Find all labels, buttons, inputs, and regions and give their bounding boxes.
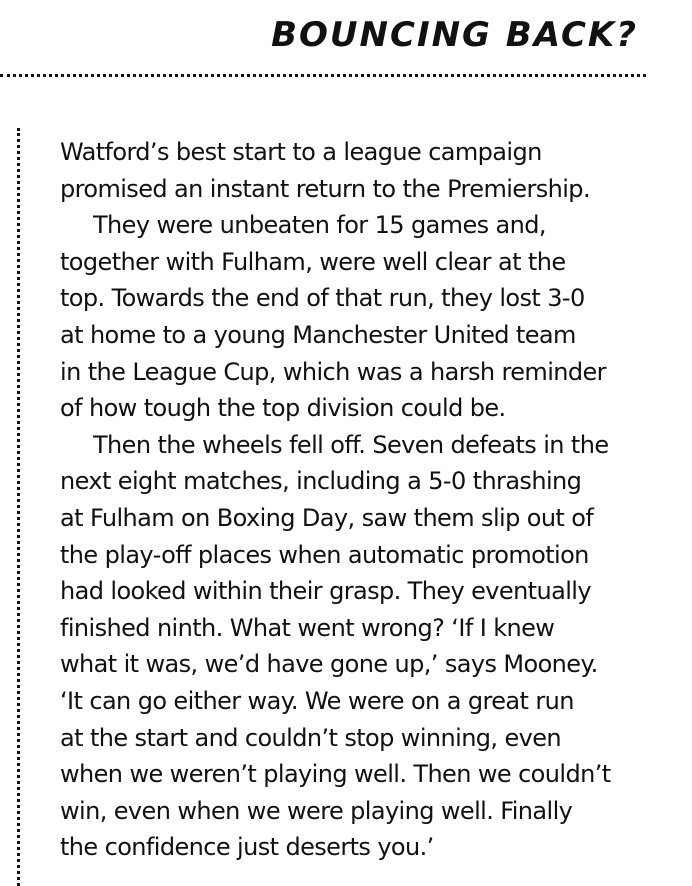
text-line: top. Towards the end of that run, they lost 3-0 bbox=[60, 284, 585, 313]
text-line: next eight matches, including a 5-0 thrashing bbox=[60, 467, 582, 496]
text-line: what it was, we’d have gone up,’ says Mooney. bbox=[60, 650, 598, 679]
text-line: at Fulham on Boxing Day, saw them slip out of bbox=[60, 503, 594, 532]
dotted-divider-horizontal bbox=[0, 74, 646, 77]
text-line: promised an instant return to the Premiership. bbox=[60, 174, 590, 203]
article-body bbox=[60, 134, 660, 866]
text-line: the play-off places when automatic promotion bbox=[60, 540, 589, 569]
text-line: at the start and couldn’t stop winning, even bbox=[60, 723, 562, 752]
text-line: of how tough the top division could be. bbox=[60, 394, 506, 423]
text-line: together with Fulham, were well clear at the bbox=[60, 247, 566, 276]
dotted-divider-vertical bbox=[17, 128, 20, 886]
text-line: in the League Cup, which was a harsh reminder bbox=[60, 357, 606, 386]
headline: BOUNCING BACK? bbox=[271, 15, 638, 55]
paragraph-start-line: Then the wheels fell off. Seven defeats in the bbox=[93, 430, 609, 459]
paragraph-start-line: They were unbeaten for 15 games and, bbox=[93, 211, 546, 240]
text-line: ‘It can go either way. We were on a great run bbox=[60, 686, 574, 715]
text-line: when we weren’t playing well. Then we couldn’t bbox=[60, 760, 611, 789]
text-line: Watford’s best start to a league campaign bbox=[60, 138, 542, 166]
text-line: at home to a young Manchester United team bbox=[60, 320, 576, 349]
text-line: had looked within their grasp. They eventually bbox=[60, 577, 591, 606]
text-line: win, even when we were playing well. Finally bbox=[60, 796, 573, 825]
text-line: the confidence just deserts you.’ bbox=[60, 833, 434, 862]
text-line: finished ninth. What went wrong? ‘If I knew bbox=[60, 613, 555, 642]
